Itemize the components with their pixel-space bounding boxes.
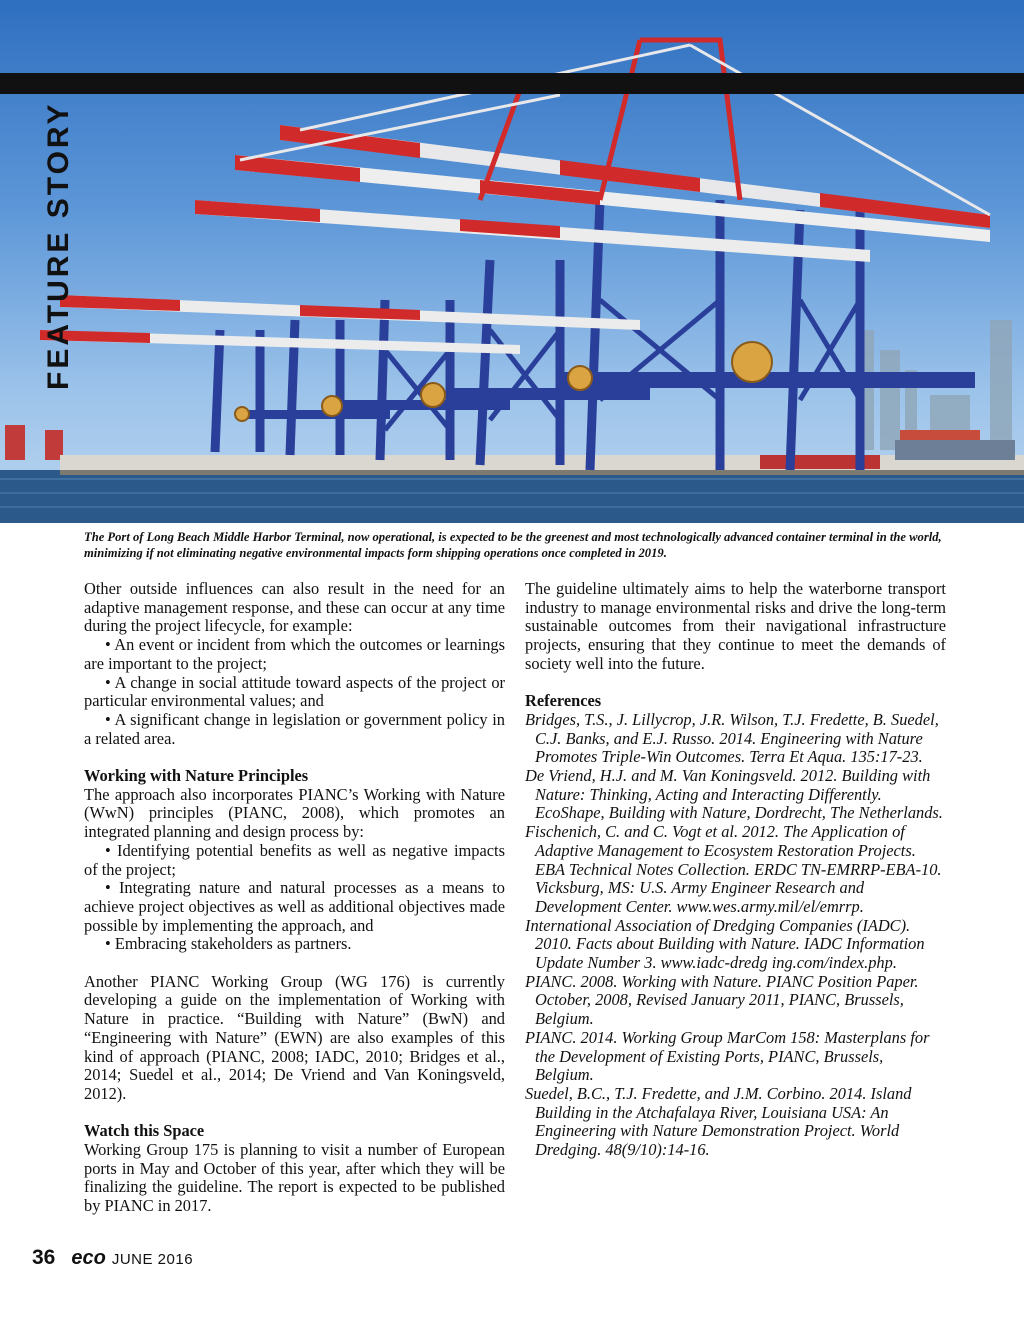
paragraph: Another PIANC Working Group (WG 176) is currently developing a guide on the implementation of Working with Nature in practice. “Building with Nature” (BwN) and “Engineering with Nature” (EWN) are also examples of this kind of approach (PIANC, 2008; IADC, 2010; Bridges et al., 2014; Suedel et al., 2014; De Vriend and Van Koningsveld, 2012).	[84, 971, 505, 1103]
magazine-logo: eco	[71, 1247, 106, 1269]
reference-item: PIANC. 2008. Working with Nature. PIANC Position Paper. October, 2008, Revised January 2011, PIANC, Brussels, Belgium.	[525, 971, 919, 1029]
right-column	[525, 580, 946, 1160]
section-label: FEATURE STORY	[42, 101, 75, 390]
paragraph: The approach also incorporates PIANC’s Working with Nature (WwN) principles (PIANC, 2008), which promotes an integrated planning and design process by:	[84, 784, 505, 842]
reference-item: Bridges, T.S., J. Lillycrop, J.R. Wilson, T.J. Fredette, B. Suedel, C.J. Banks, and E.J. Russo. 2014. Engineering with Nature Promotes Triple-Win Outcomes. Terra Et Aqua. 135:17-23.	[525, 709, 939, 767]
section-heading: Working with Nature Principles	[84, 766, 309, 786]
paragraph: Working Group 175 is planning to visit a number of European ports in May and October of this year, after which they will be finalizing the guideline. The report is expected to be published by PIANC in 2017.	[84, 1140, 505, 1216]
issue-date: JUNE 2016	[111, 1251, 194, 1268]
reference-item: Fischenich, C. and C. Vogt et al. 2012. The Application of Adaptive Management to Ecosystem Restoration Projects. EBA Technical Notes Collection. ERDC TN-EMRRP-EBA-10. Vicksburg, MS: U.S. Army Engineer Research and Development Center. www.wes.army.mil/el/emrrp.	[525, 822, 942, 916]
references-heading: References	[525, 691, 602, 711]
photo-caption: The Port of Long Beach Middle Harbor Terminal, now operational, is expected to be the greenest and most technologically advanced container terminal in the world, minimizing if not eliminating negative environmental impacts form shipping operations once completed in 2019.	[84, 530, 942, 560]
section-heading: Watch this Space	[84, 1121, 205, 1141]
list-item: • Embracing stakeholders as partners.	[105, 934, 352, 954]
page-number: 36	[32, 1246, 56, 1269]
reference-item: PIANC. 2014. Working Group MarCom 158: Masterplans for the Development of Existing Ports, PIANC, Brussels, Belgium.	[525, 1027, 930, 1085]
reference-item: International Association of Dredging Companies (IADC). 2010. Facts about Building with Nature. IADC Information Update Number 3. www.iadc-dredg ing.com/index.php.	[525, 915, 925, 973]
list-item: • Integrating nature and natural processes as a means to achieve project objectives as well as additional objectives made possible by implementing the approach, and	[84, 878, 505, 935]
list-item: • A significant change in legislation or government policy in a related area.	[84, 709, 505, 748]
reference-item: Suedel, B.C., T.J. Fredette, and J.M. Corbino. 2014. Island Building in the Atchafalaya River, Louisiana USA: An Engineering with Nature Demonstration Project. World Dredging. 48(9/10):14-16.	[525, 1083, 912, 1160]
reference-item: De Vriend, H.J. and M. Van Koningsveld. 2012. Building with Nature: Thinking, Acting and Interacting Differently. EcoShape, Building with Nature, Dordrecht, The Netherlands.	[525, 766, 943, 823]
list-item: • A change in social attitude toward aspects of the project or particular environmental values; and	[84, 672, 505, 711]
intro-paragraph: Other outside influences can also result in the need for an adaptive management response, and these can occur at any time during the project lifecycle, for example:	[84, 579, 505, 636]
paragraph: The guideline ultimately aims to help the waterborne transport industry to manage environmental risks and drive the long-term sustainable outcomes from their navigational infrastructure projects, ensuring that they continue to meet the demands of society well into the future.	[525, 579, 946, 673]
page-footer	[32, 1246, 193, 1274]
list-item: • Identifying potential benefits as well as negative impacts of the project;	[84, 840, 505, 879]
header-black-bar	[0, 73, 1024, 94]
list-item: • An event or incident from which the outcomes or learnings are important to the project;	[84, 635, 505, 673]
left-column	[84, 580, 505, 1216]
